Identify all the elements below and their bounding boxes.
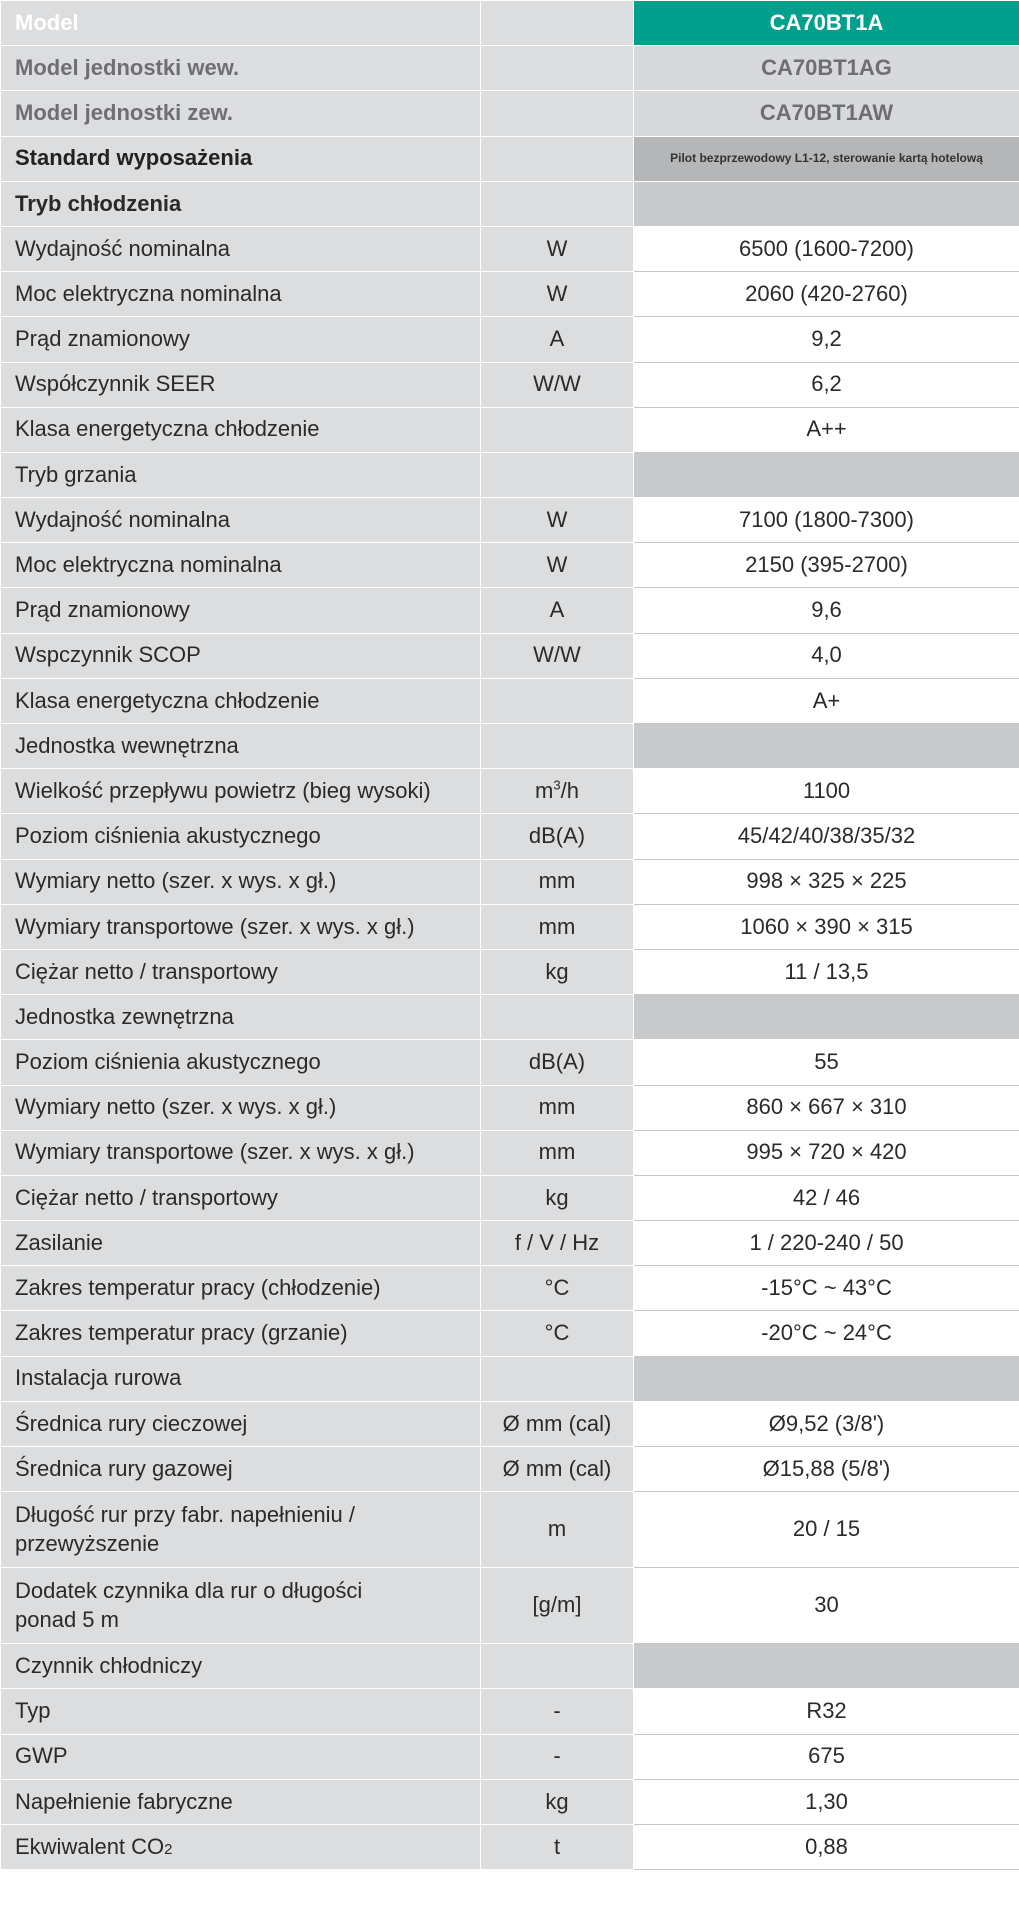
row-label: Klasa energetyczna chłodzenie [1,678,481,723]
section-title: Tryb grzania [1,452,481,497]
table-row [1,904,1019,949]
row-label: Klasa energetyczna chłodzenie [1,407,481,452]
row-label: Ciężar netto / transportowy [1,1175,481,1220]
table-row [1,272,1019,317]
row-label: Długość rur przy fabr. napełnieniu / przewyższenie [1,1492,481,1568]
row-unit: mm [481,904,634,949]
row-value: 6,2 [634,362,1019,407]
row-unit: mm [481,1130,634,1175]
row-label: Model jednostki zew. [1,91,481,136]
row-unit [481,91,634,136]
row-label: Wydajność nominalna [1,226,481,271]
row-label: Poziom ciśnienia akustycznego [1,1040,481,1085]
row-value: Pilot bezprzewodowy L1-12, sterowanie kartą hotelową [634,136,1019,181]
row-unit: t [481,1824,634,1869]
row-label: Zakres temperatur pracy (grzanie) [1,1311,481,1356]
section-row [1,1644,1019,1689]
row-unit: dB(A) [481,1040,634,1085]
row-unit: W [481,498,634,543]
table-row [1,949,1019,994]
row-label: Napełnienie fabryczne [1,1779,481,1824]
row-value: 55 [634,1040,1019,1085]
section-row [1,724,1019,769]
row-value: A++ [634,407,1019,452]
row-value: 675 [634,1734,1019,1779]
section-row [1,1356,1019,1401]
table-row [1,1734,1019,1779]
row-value: 4,0 [634,633,1019,678]
table-row [1,1447,1019,1492]
row-value: 11 / 13,5 [634,949,1019,994]
row-unit: W [481,272,634,317]
row-label: Model jednostki wew. [1,46,481,91]
row-unit: W [481,543,634,588]
table-row [1,543,1019,588]
row-label: Wymiary netto (szer. x wys. x gł.) [1,1085,481,1130]
table-row [1,1175,1019,1220]
table-row [1,1779,1019,1824]
row-value: 42 / 46 [634,1175,1019,1220]
row-label: Zakres temperatur pracy (chłodzenie) [1,1266,481,1311]
table-row [1,1311,1019,1356]
row-label: Ekwiwalent CO2 [1,1824,481,1869]
table-row [1,226,1019,271]
table-row [1,633,1019,678]
row-unit: W [481,226,634,271]
table-row [1,362,1019,407]
row-unit: A [481,317,634,362]
row-label: Wielkość przepływu powietrz (bieg wysoki) [1,769,481,814]
table-row [1,1568,1019,1644]
row-unit: W/W [481,362,634,407]
table-row [1,1266,1019,1311]
row-unit: Ø mm (cal) [481,1401,634,1446]
row-unit: m [481,1492,634,1568]
section-title: Jednostka zewnętrzna [1,995,481,1040]
row-unit: [g/m] [481,1568,634,1644]
row-value: 30 [634,1568,1019,1644]
table-row [1,814,1019,859]
table-row [1,769,1019,814]
row-unit: mm [481,859,634,904]
row-unit: - [481,1689,634,1734]
table-row [1,1824,1019,1869]
row-unit [481,678,634,723]
row-unit [481,407,634,452]
header-label: Model [1,1,481,46]
row-label: Prąd znamionowy [1,588,481,633]
table-row [1,1401,1019,1446]
row-label: Moc elektryczna nominalna [1,272,481,317]
row-value: CA70BT1AG [634,46,1019,91]
table-row [1,588,1019,633]
row-value: 7100 (1800-7300) [634,498,1019,543]
table-row [1,1130,1019,1175]
table-row [1,1492,1019,1568]
row-label: Wymiary transportowe (szer. x wys. x gł.) [1,904,481,949]
row-value: 6500 (1600-7200) [634,226,1019,271]
row-value: CA70BT1AW [634,91,1019,136]
row-unit: A [481,588,634,633]
row-unit: - [481,1734,634,1779]
row-value: 998 × 325 × 225 [634,859,1019,904]
table-row [1,1085,1019,1130]
row-value: 2150 (395-2700) [634,543,1019,588]
row-label: Dodatek czynnika dla rur o długości ponad 5 m [1,1568,481,1644]
row-label: Średnica rury gazowej [1,1447,481,1492]
row-label: Poziom ciśnienia akustycznego [1,814,481,859]
row-value: Ø15,88 (5/8') [634,1447,1019,1492]
standard-row [1,136,1019,181]
row-value: 1 / 220-240 / 50 [634,1221,1019,1266]
row-value: 1100 [634,769,1019,814]
section-title: Tryb chłodzenia [1,181,481,226]
section-title: Instalacja rurowa [1,1356,481,1401]
row-value: -15°C ~ 43°C [634,1266,1019,1311]
table-row [1,1221,1019,1266]
row-unit: Ø mm (cal) [481,1447,634,1492]
header-unit [481,1,634,46]
table-row [1,1040,1019,1085]
row-unit: kg [481,1175,634,1220]
header-value: CA70BT1A [634,1,1019,46]
row-unit: $m^3/h$ [481,769,634,814]
row-label: Zasilanie [1,1221,481,1266]
row-label: Wymiary transportowe (szer. x wys. x gł.) [1,1130,481,1175]
row-value: 860 × 667 × 310 [634,1085,1019,1130]
row-value: 20 / 15 [634,1492,1019,1568]
row-unit: kg [481,1779,634,1824]
section-row [1,995,1019,1040]
row-value: 995 × 720 × 420 [634,1130,1019,1175]
row-value: 2060 (420-2760) [634,272,1019,317]
row-value: R32 [634,1689,1019,1734]
row-label: Prąd znamionowy [1,317,481,362]
section-title: Jednostka wewnętrzna [1,724,481,769]
row-value: A+ [634,678,1019,723]
table-row [1,1689,1019,1734]
row-unit: dB(A) [481,814,634,859]
row-label: Typ [1,1689,481,1734]
row-value: Ø9,52 (3/8') [634,1401,1019,1446]
row-value: 45/42/40/38/35/32 [634,814,1019,859]
row-value: 1,30 [634,1779,1019,1824]
row-value: 9,6 [634,588,1019,633]
row-unit: W/W [481,633,634,678]
row-unit [481,46,634,91]
row-label: Wydajność nominalna [1,498,481,543]
row-value: 9,2 [634,317,1019,362]
table-row [1,317,1019,362]
row-unit: f / V / Hz [481,1221,634,1266]
row-unit: °C [481,1311,634,1356]
row-label: Wspczynnik SCOP [1,633,481,678]
row-value: 0,88 [634,1824,1019,1869]
section-title: Czynnik chłodniczy [1,1644,481,1689]
header-row [1,1,1019,46]
row-label: Współczynnik SEER [1,362,481,407]
table-row [1,678,1019,723]
model-row [1,46,1019,91]
row-label: Moc elektryczna nominalna [1,543,481,588]
table-row [1,498,1019,543]
section-row [1,452,1019,497]
table-row [1,859,1019,904]
section-row [1,181,1019,226]
row-unit: °C [481,1266,634,1311]
row-label: Ciężar netto / transportowy [1,949,481,994]
row-label: Standard wyposażenia [1,136,481,181]
model-row [1,91,1019,136]
row-label: Wymiary netto (szer. x wys. x gł.) [1,859,481,904]
row-value: -20°C ~ 24°C [634,1311,1019,1356]
row-unit: mm [481,1085,634,1130]
table-row [1,407,1019,452]
row-unit: kg [481,949,634,994]
row-label: GWP [1,1734,481,1779]
row-unit [481,136,634,181]
row-value: 1060 × 390 × 315 [634,904,1019,949]
row-label: Średnica rury cieczowej [1,1401,481,1446]
